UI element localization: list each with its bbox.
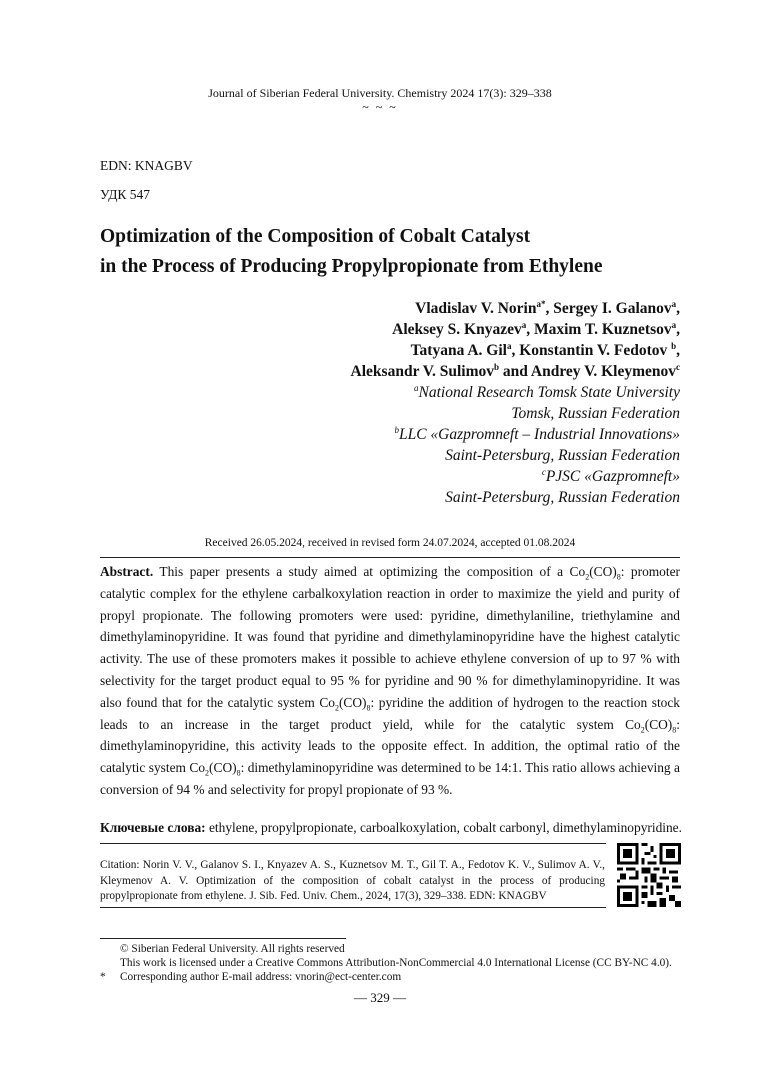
author-norin: Vladislav V. Norin — [415, 300, 537, 317]
paper-title — [100, 222, 700, 282]
title-line-2: in the Process of Producing Propylpropionate from Ethylene — [100, 256, 603, 277]
keywords: Ключевые слова: ethylene, propylpropionate, carboalkoxylation, cobalt carbonyl, dimethylaminopyridine. — [100, 820, 682, 835]
udk-code: УДК 547 — [100, 187, 151, 202]
keywords-label: Ключевые слова: — [100, 820, 206, 835]
authors-line-4: Aleksandr V. Sulimov$^b$ and Andrey V. Kleymenov$^c$ — [350, 361, 680, 380]
page-number: — 329 — — [354, 990, 406, 1005]
affiliation-b-city: Saint-Petersburg, Russian Federation — [445, 447, 680, 464]
author-knyazev: Aleksey S. Knyazev — [392, 321, 522, 338]
authors-block — [120, 298, 680, 508]
author-kuznetsov: Maxim T. Kuznetsov — [533, 321, 672, 338]
journal-header: Journal of Siberian Federal University. Chemistry 2024 17(3): 329–338 — [208, 86, 552, 100]
license-notice: This work is licensed under a Creative Commons Attribution-NonCommercial 4.0 International License (CC BY-NC 4.0). — [120, 957, 672, 969]
authors-line-3: Tatyana A. Gil$^a$, Konstantin V. Fedotov $^b$, — [410, 340, 680, 359]
qr-code-icon — [617, 843, 681, 907]
citation-bottom-rule — [100, 907, 606, 908]
author-sulimov: Aleksandr V. Sulimov — [350, 363, 494, 380]
header-ornament: ~ ~ ~ — [362, 100, 398, 114]
abstract-top-rule — [100, 557, 680, 558]
edn-code: EDN: KNAGBV — [100, 158, 193, 173]
authors-line-2: Aleksey S. Knyazev$^a$, Maxim T. Kuznetsov$^a$, — [392, 319, 680, 338]
received-dates: Received 26.05.2024, received in revised form 24.07.2024, accepted 01.08.2024 — [204, 537, 576, 549]
affiliation-c: $^c$PJSC «Gazpromneft» — [541, 466, 680, 485]
authors-line-1: Vladislav V. Norin$^{a*}$, Sergey I. Galanov$^a$, — [415, 298, 680, 317]
citation-top-rule — [100, 843, 606, 844]
abstract-label: Abstract. — [100, 564, 154, 579]
author-galanov: Sergey I. Galanov — [553, 300, 672, 317]
corresponding-star: * — [100, 971, 106, 983]
author-fedotov: Konstantin V. Fedotov — [519, 342, 672, 359]
citation: Citation: Norin V. V., Galanov S. I., Knyazev A. S., Kuznetsov M. T., Gil T. A., Fedotov K. V., Sulimov A. V., Kleymenov A. V. Optimization of the composition of cobalt catalyst in the process of producing propylpropionate from ethylene. J. Sib. Fed. Univ. Chem., 2024, 17(3), 329–338. EDN: KNAGBV — [100, 859, 605, 902]
affiliation-a: $^a$National Research Tomsk State University — [414, 382, 680, 401]
affiliation-b: $^b$LLC «Gazpromneft – Industrial Innovations» — [394, 424, 680, 443]
corresponding-author: Corresponding author E-mail address: vnorin@ect-center.com — [120, 971, 402, 983]
abstract: Abstract. This paper presents a study aimed at optimizing the composition of a $Co_2(CO)_8$: promoter catalytic complex for the ethylene carbalkoxylation reaction in order to maximize the yield and purity of propyl propionate. The following promoters were used: pyridine, dimethylaniline, triethylamine and dimethylaminopyridine. It was found that pyridine and dimethylaminopyridine have the highest catalytic activity. The use of these promoters makes it possible to achieve ethylene conversion of up to 97 % with selectivity for the target product equal to 95 % for pyridine and 90 % for dimethylaminopyridine. It was also found that for the catalytic system $Co_2(CO)_8$: pyridine the addition of hydrogen to the reaction stock leads to an increase in the target product yield, while for the catalytic system $Co_2(CO)_8$: dimethylaminopyridine, this activity leads to the opposite effect. In addition, the optimal ratio of the catalytic system $Co_2(CO)_8$: dimethylaminopyridine was determined to be 14:1. This ratio allows achieving a conversion of 94 % and selectivity for propyl propionate of 93 %. — [100, 564, 681, 797]
author-gil: Tatyana A. Gil — [410, 342, 507, 359]
footnote-rule — [100, 938, 346, 939]
affiliation-a-city: Tomsk, Russian Federation — [511, 405, 680, 422]
title-line-1: Optimization of the Composition of Cobalt Catalyst — [100, 226, 531, 247]
author-kleymenov: Andrey V. Kleymenov — [530, 363, 676, 380]
affiliation-c-city: Saint-Petersburg, Russian Federation — [445, 489, 680, 506]
copyright-notice: © Siberian Federal University. All rights reserved — [120, 943, 345, 955]
